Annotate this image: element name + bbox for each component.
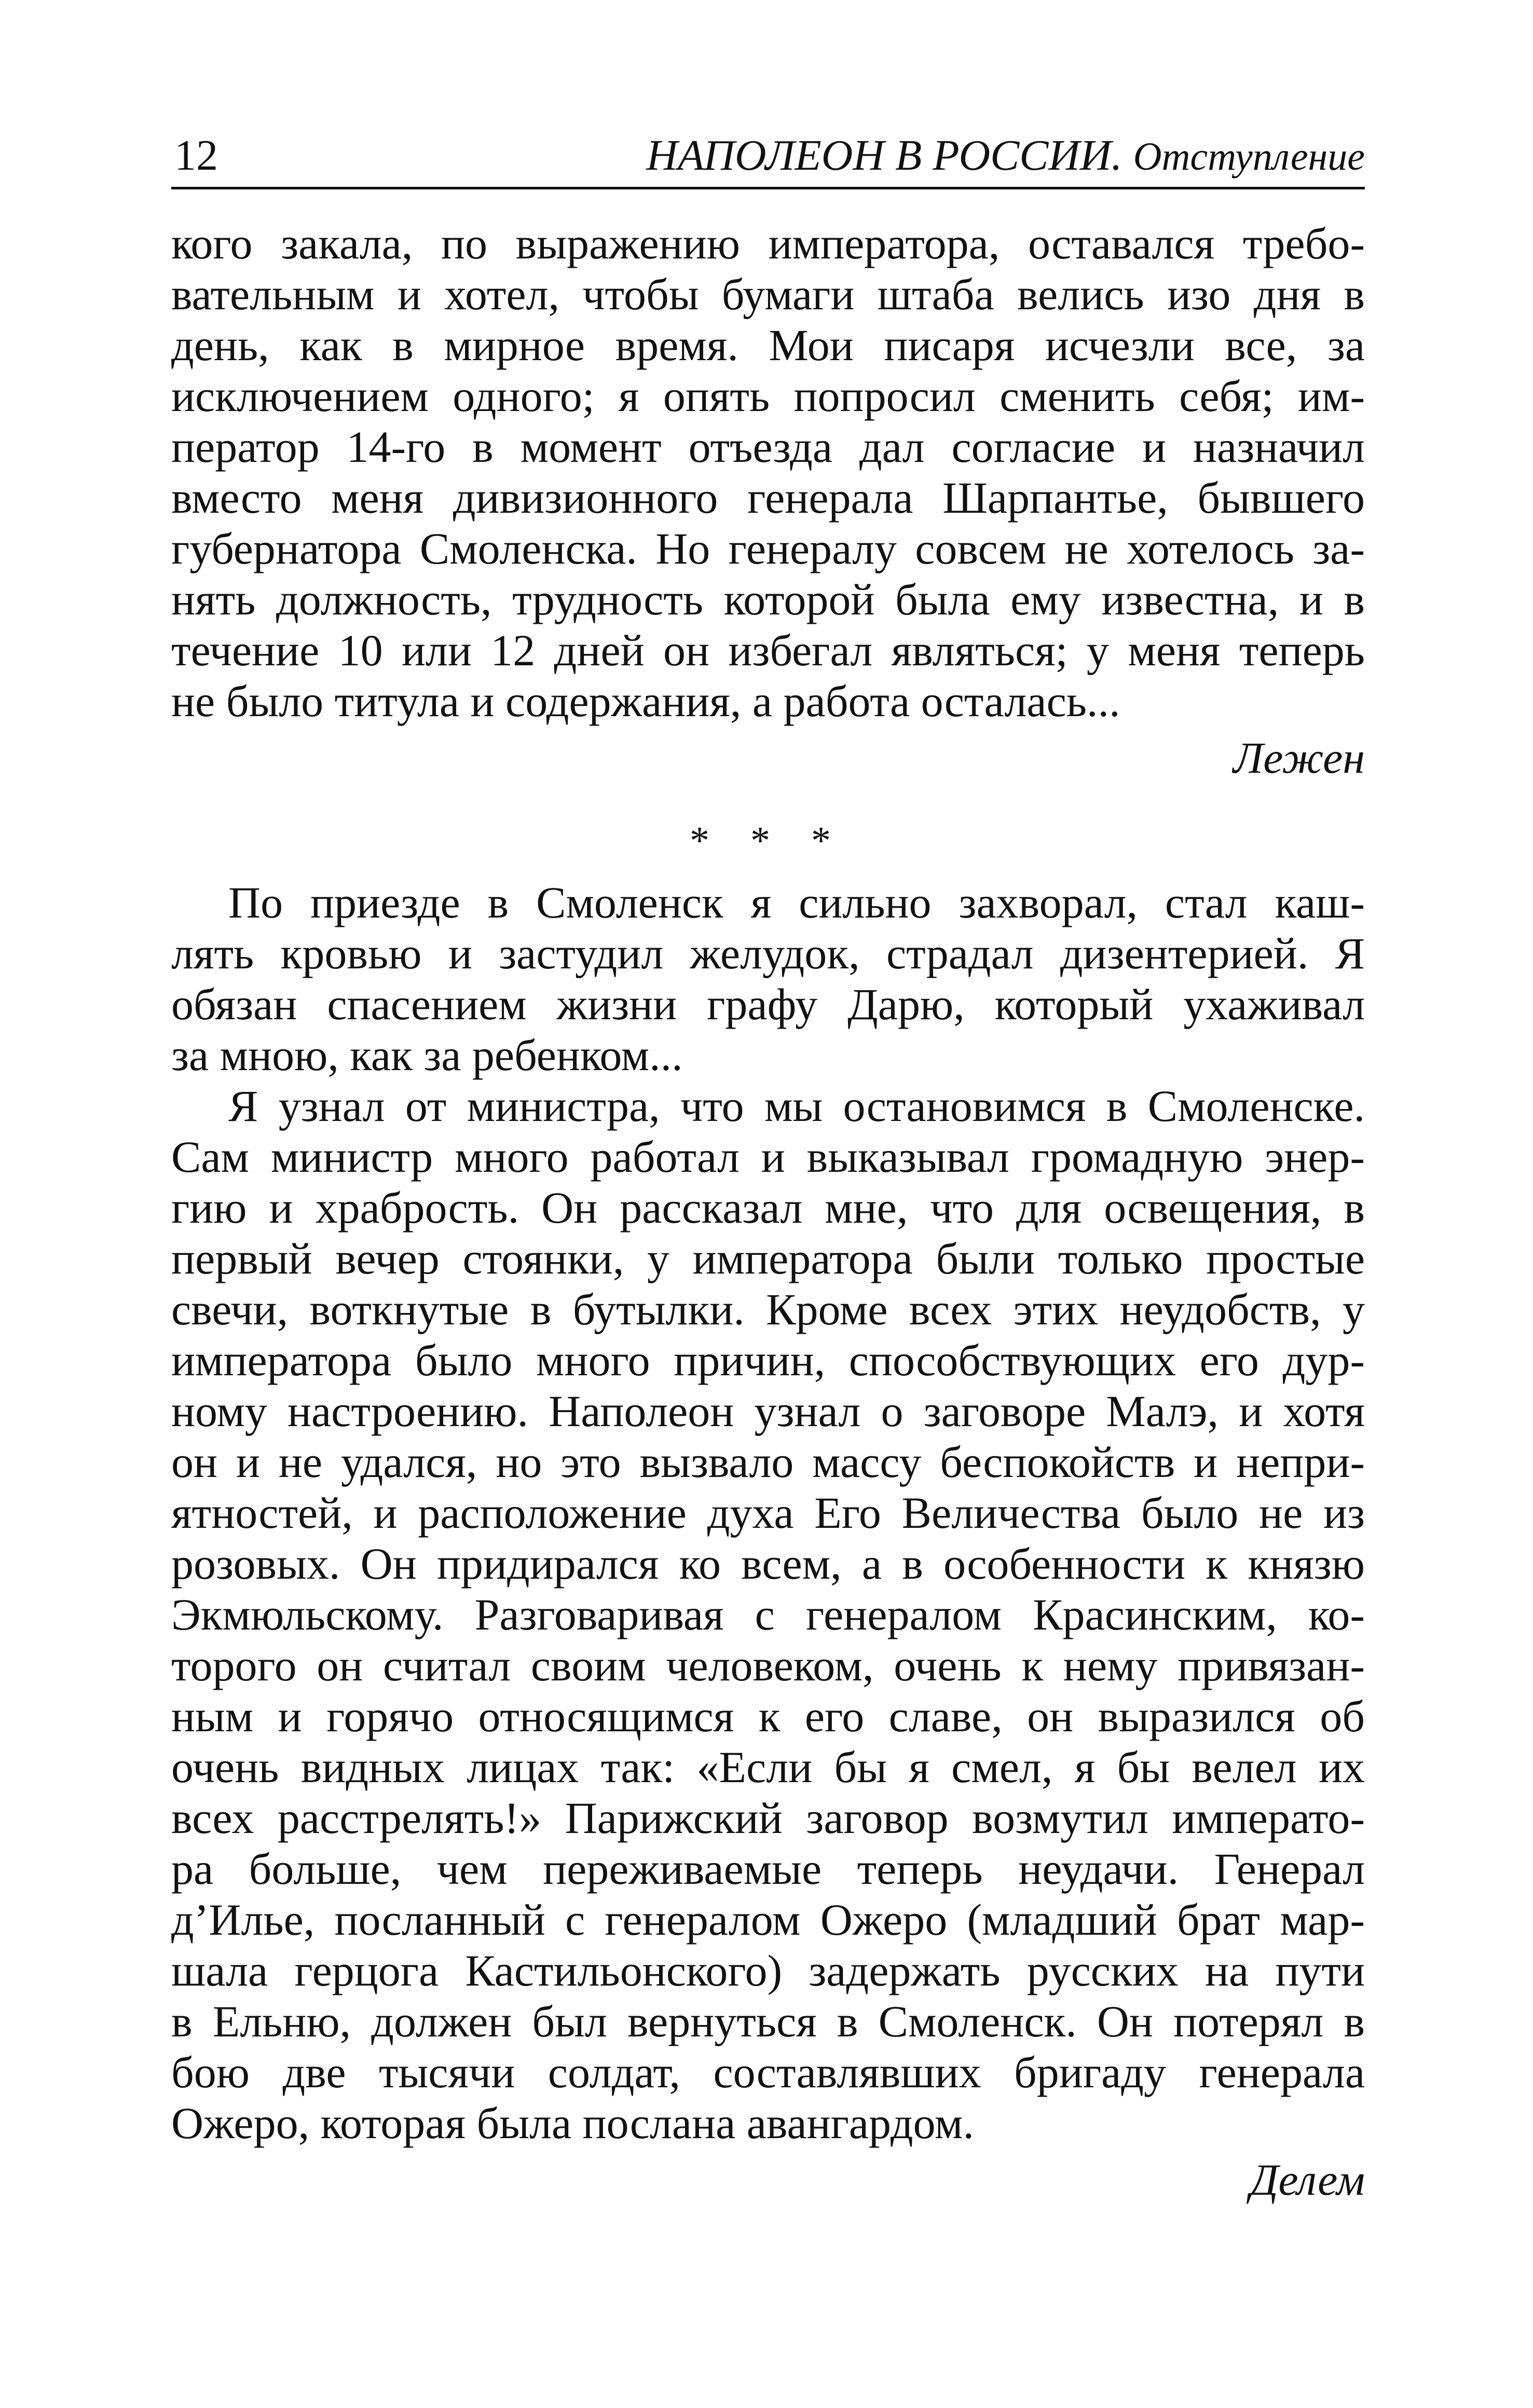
text-line: исключением одного; я опять попросил сменить себя; им- bbox=[171, 371, 1365, 421]
text-line: д’Илье, посланный с генералом Ожеро (младший брат мар- bbox=[171, 1895, 1365, 1945]
running-header bbox=[171, 125, 1365, 189]
text-line: Я узнал от министра, что мы остановимся в Смоленске. bbox=[228, 1081, 1365, 1131]
text-line: Экмюльскому. Разговаривая с генералом Красинским, ко- bbox=[171, 1590, 1365, 1639]
text-line: По приезде в Смоленск я сильно захворал, стал каш- bbox=[228, 878, 1365, 927]
text-line: императора было много причин, способствующих его дур- bbox=[171, 1335, 1365, 1385]
text-line: Сам министр много работал и выказывал громадную энер- bbox=[171, 1132, 1365, 1182]
text-line: ному настроению. Наполеон узнал о заговоре Малэ, и хотя bbox=[171, 1386, 1365, 1436]
text-line: ператор 14-го в момент отъезда дал согласие и назначил bbox=[171, 422, 1365, 472]
text-line: всех расстрелять!» Парижский заговор возмутил императо- bbox=[171, 1793, 1365, 1843]
text-line: Ожеро, которая была послана авангардом. bbox=[171, 2098, 974, 2148]
author-signature: Делем bbox=[1250, 2155, 1365, 2205]
text-line: в Ельню, должен был вернуться в Смоленск. Он потерял в bbox=[171, 1996, 1365, 2046]
page-body bbox=[171, 218, 1365, 2211]
text-line: нять должность, трудность которой была ему известна, и в bbox=[171, 574, 1365, 624]
text-section-2 bbox=[171, 877, 1365, 2211]
text-line: ра больше, чем переживаемые теперь неудачи. Генерал bbox=[171, 1844, 1365, 1894]
text-line: бою две тысячи солдат, составлявших бригаду генерала bbox=[171, 2047, 1365, 2097]
author-signature: Лежен bbox=[1233, 733, 1365, 783]
text-section-1 bbox=[171, 218, 1365, 789]
text-line: не было титула и содержания, а работа осталась... bbox=[171, 676, 1120, 726]
text-line: день, как в мирное время. Мои писаря исчезли все, за bbox=[171, 320, 1365, 370]
text-line: течение 10 или 12 дней он избегал являться; у меня теперь bbox=[171, 625, 1365, 675]
text-line: ятностей, и расположение духа Его Величества было не из bbox=[171, 1488, 1365, 1538]
section-separator: * * * bbox=[690, 819, 846, 863]
text-line: обязан спасением жизни графу Дарю, который ухаживал bbox=[171, 979, 1365, 1029]
text-line: он и не удался, но это вызвало массу беспокойств и непри- bbox=[171, 1437, 1365, 1487]
text-line: первый вечер стоянки, у императора были только простые bbox=[171, 1234, 1365, 1283]
text-line: свечи, воткнутые в бутылки. Кроме всех этих неудобств, у bbox=[171, 1284, 1365, 1334]
text-line: кого закала, по выражению императора, оставался требо- bbox=[171, 218, 1365, 268]
text-line: ным и горячо относящимся к его славе, он выразился об bbox=[171, 1691, 1365, 1741]
text-line: вательным и хотел, чтобы бумаги штаба велись изо дня в bbox=[171, 269, 1365, 319]
running-title bbox=[646, 130, 1365, 183]
text-line: шала герцога Кастильонского) задержать русских на пути bbox=[171, 1946, 1365, 1995]
text-line: торого он считал своим человеком, очень к нему привязан- bbox=[171, 1640, 1365, 1690]
paragraph bbox=[171, 877, 1365, 1080]
text-line: розовых. Он придирался ко всем, а в особенности к князю bbox=[171, 1539, 1365, 1589]
running-title-main: НАПОЛЕОН В РОССИИ. bbox=[646, 131, 1133, 180]
text-line: вместо меня дивизионного генерала Шарпантье, бывшего bbox=[171, 473, 1365, 523]
running-title-sub: Отступление bbox=[1133, 135, 1365, 179]
paragraph bbox=[171, 1080, 1365, 2149]
page-number: 12 bbox=[174, 131, 218, 180]
text-line: губернатора Смоленска. Но генералу совсем не хотелось за- bbox=[171, 524, 1365, 573]
text-line: гию и храбрость. Он рассказал мне, что для освещения, в bbox=[171, 1183, 1365, 1233]
text-line: за мною, как за ребенком... bbox=[171, 1030, 683, 1080]
text-line: лять кровью и застудил желудок, страдал дизентерией. Я bbox=[171, 928, 1365, 978]
text-line: очень видных лицах так: «Если бы я смел, я бы велел их bbox=[171, 1742, 1365, 1792]
